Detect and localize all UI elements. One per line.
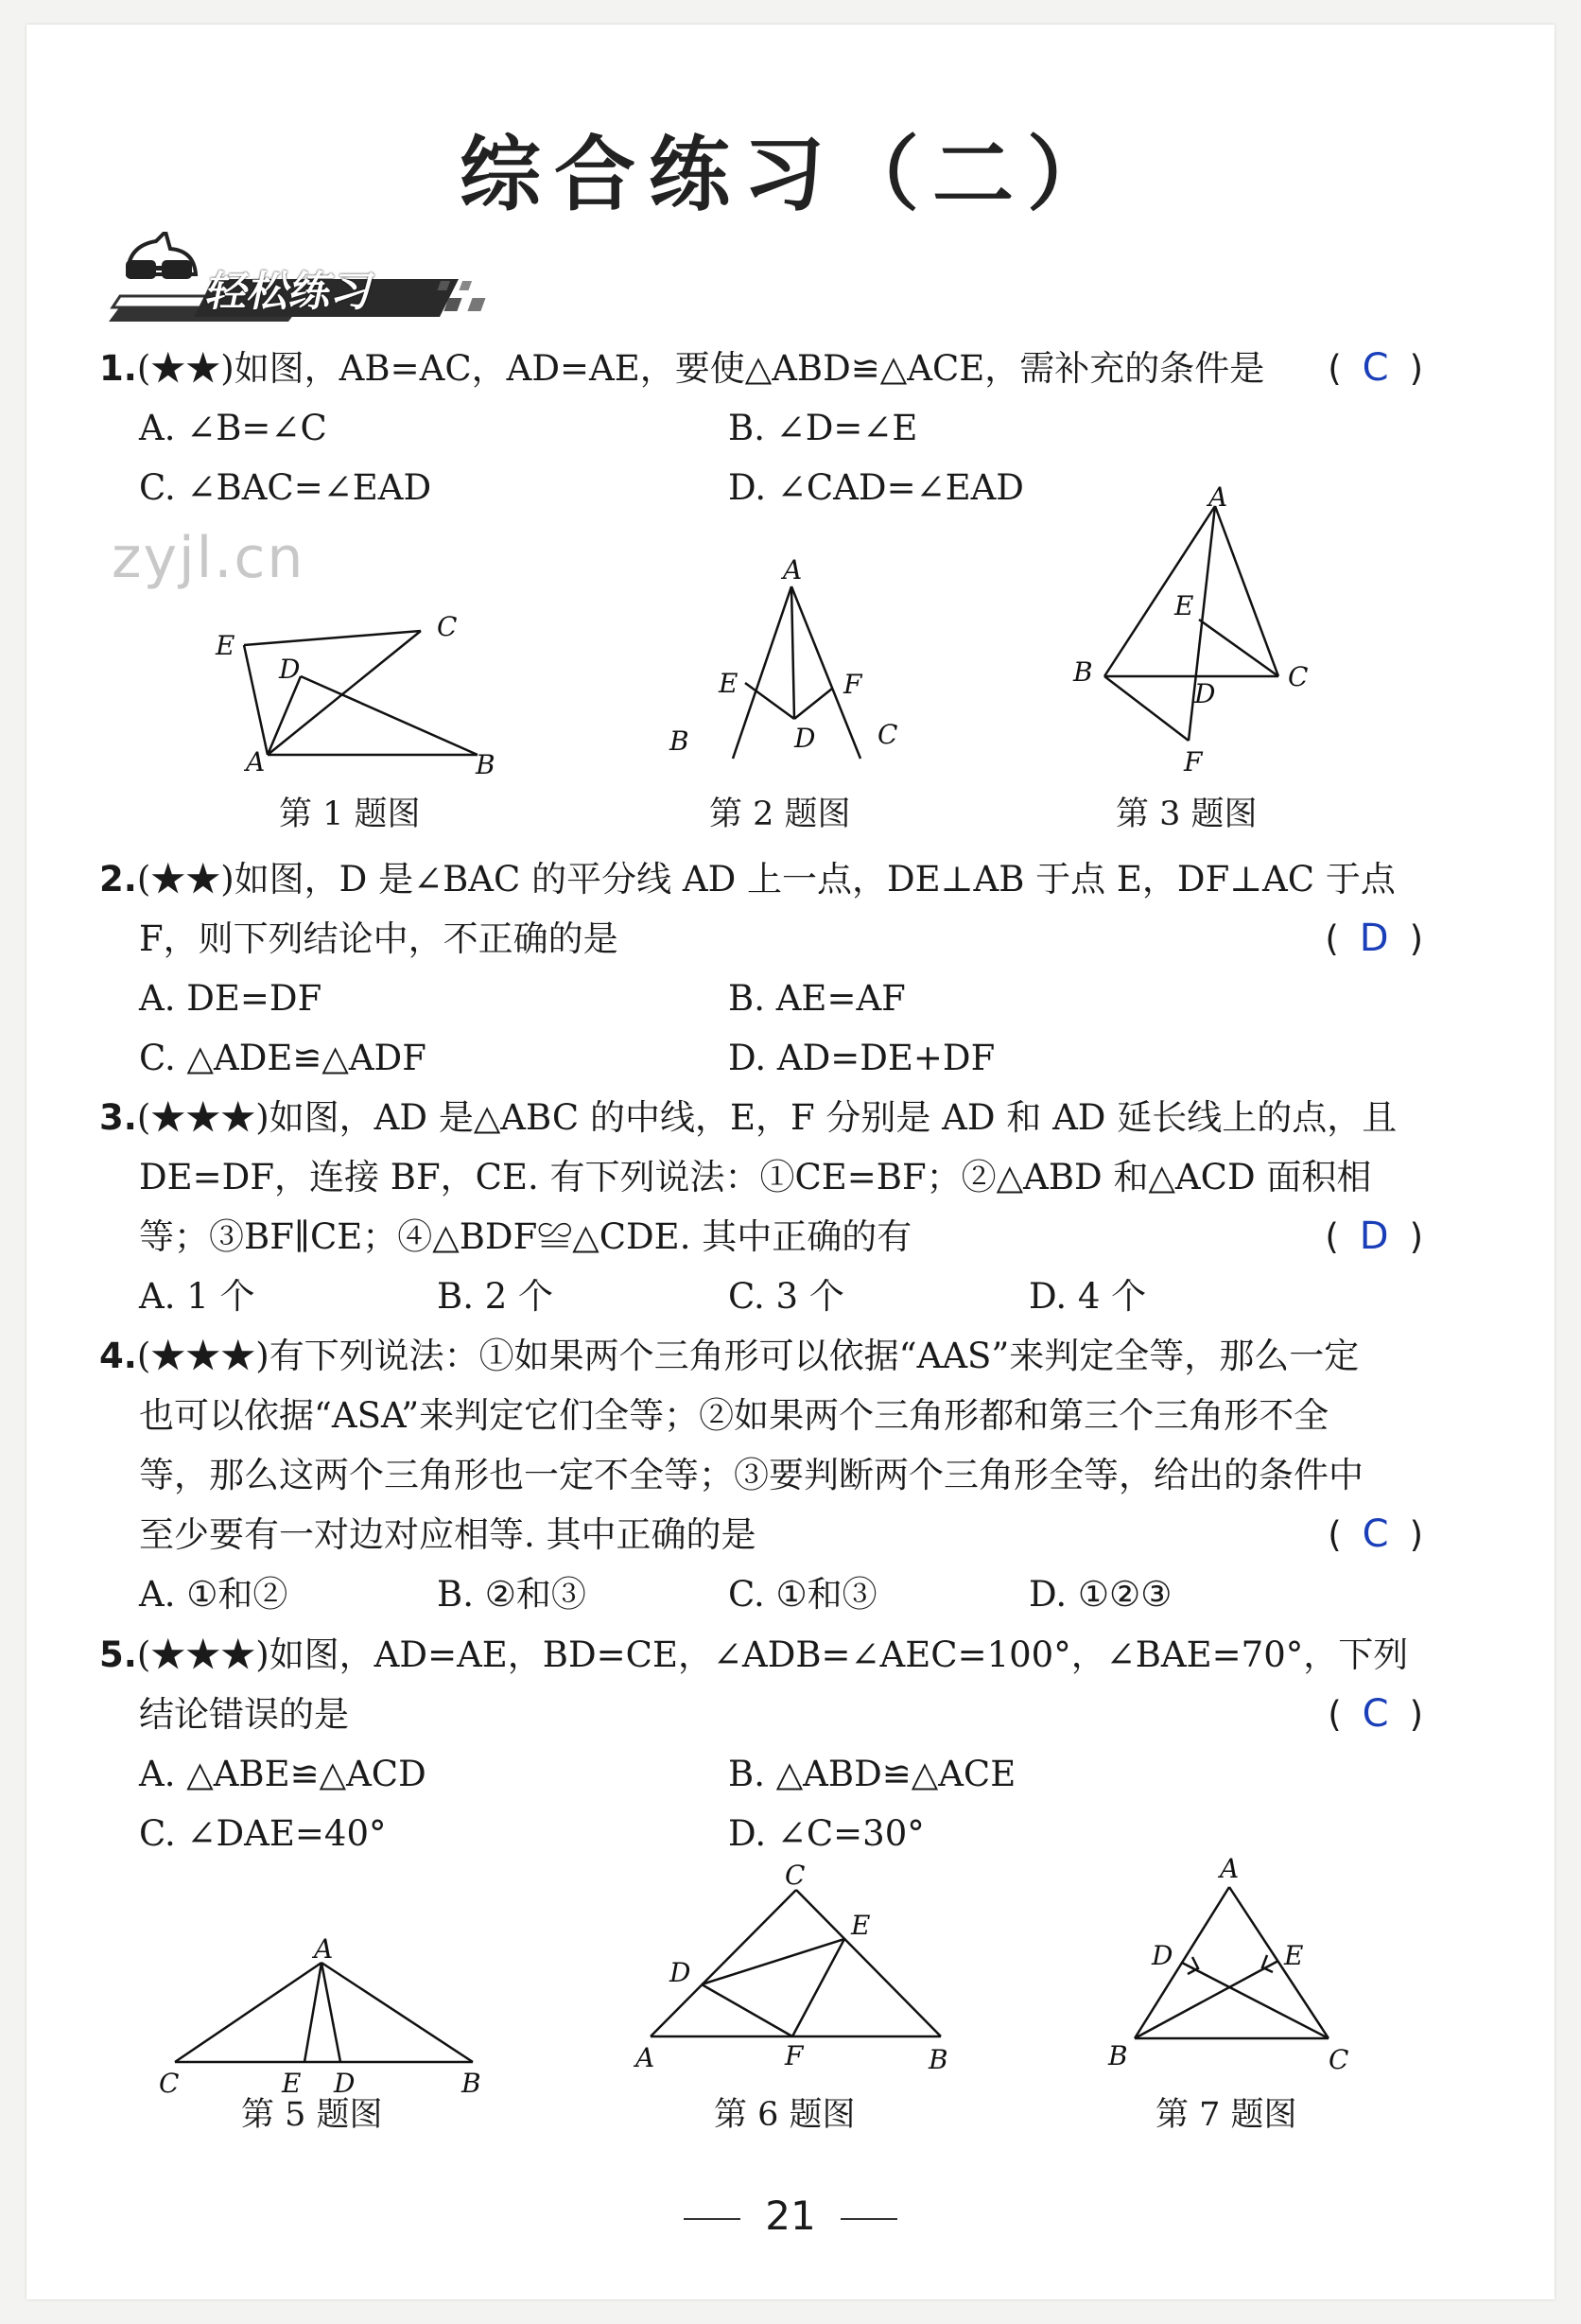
point-label: A <box>1220 1853 1240 1884</box>
question-text: 也可以依据“ASA”来判定它们全等；②如果两个三角形都和第三个三角形不全 <box>139 1395 1329 1436</box>
point-label: E <box>1174 590 1194 621</box>
point-label: F <box>843 669 862 700</box>
point-label: C <box>437 611 458 642</box>
question-3 <box>99 1088 1423 1326</box>
figure-6 <box>624 1859 964 2094</box>
figure-5 <box>151 1930 492 2099</box>
question-number: 3. <box>99 1097 137 1138</box>
option-c: C. ∠BAC=∠EAD <box>139 467 432 508</box>
point-label: E <box>719 668 738 699</box>
figure-1-caption: 第 1 题图 <box>279 795 421 833</box>
point-label: B <box>476 749 495 780</box>
question-text: 如图，AB=AC，AD=AE，要使△ABD≌△ACE，需补充的条件是 <box>234 348 1265 389</box>
point-label: B <box>1108 2040 1128 2071</box>
point-label: B <box>1073 656 1093 688</box>
question-text: 有下列说法：①如果两个三角形可以依据“AAS”来判定全等，那么一定 <box>269 1336 1360 1376</box>
option-a: A. DE=DF <box>139 978 322 1019</box>
option-d: D. 4 个 <box>1029 1276 1147 1317</box>
difficulty-stars: (★★★) <box>136 1634 269 1675</box>
point-label: E <box>851 1910 871 1941</box>
figure-2-caption: 第 2 题图 <box>709 795 851 833</box>
point-label: E <box>1284 1940 1304 1971</box>
option-d: D. ∠CAD=∠EAD <box>728 467 1024 508</box>
answer-letter: C <box>1362 1692 1389 1736</box>
point-label: A <box>635 2042 655 2073</box>
question-number: 2. <box>99 859 137 900</box>
point-label: D <box>334 2068 356 2099</box>
point-label: E <box>282 2068 302 2099</box>
figure-5-caption: 第 5 题图 <box>241 2096 383 2134</box>
page-title: 综合练习（二） <box>460 128 1121 222</box>
point-label: C <box>159 2068 180 2099</box>
option-b: B. 2 个 <box>437 1276 554 1317</box>
difficulty-stars: (★★★) <box>136 1336 269 1376</box>
answer-bracket: ( D ) <box>1325 1214 1423 1258</box>
point-label: B <box>669 725 689 757</box>
point-label: D <box>1152 1940 1173 1971</box>
option-a: A. 1 个 <box>139 1276 255 1317</box>
difficulty-stars: (★★) <box>136 348 235 389</box>
question-text: 至少要有一对边对应相等. 其中正确的是 <box>139 1514 756 1555</box>
question-text: 等，那么这两个三角形也一定不全等；③要判断两个三角形全等，给出的条件中 <box>139 1455 1364 1495</box>
question-number: 1. <box>99 348 137 389</box>
point-label: B <box>461 2068 481 2099</box>
option-c: C. 3 个 <box>728 1276 844 1317</box>
figure-7 <box>1097 1853 1381 2094</box>
point-label: C <box>877 719 898 750</box>
figure-3-caption: 第 3 题图 <box>1116 795 1258 833</box>
point-label: D <box>794 723 816 754</box>
question-text: 如图，AD 是△ABC 的中线，E，F 分别是 AD 和 AD 延长线上的点，且 <box>269 1097 1398 1138</box>
question-text: 如图，AD=AE，BD=CE，∠ADB=∠AEC=100°，∠BAE=70°，下列 <box>269 1634 1409 1675</box>
question-text: 等；③BF∥CE；④△BDF≌△CDE. 其中正确的有 <box>139 1216 912 1257</box>
option-c: C. ∠DAE=40° <box>139 1813 387 1854</box>
point-label: A <box>1208 481 1228 513</box>
option-b: B. ②和③ <box>437 1574 586 1615</box>
option-b: B. AE=AF <box>728 978 906 1019</box>
point-label: C <box>1288 661 1309 692</box>
question-4 <box>99 1326 1423 1624</box>
option-a: A. ∠B=∠C <box>139 408 327 448</box>
point-label: F <box>1184 746 1203 778</box>
answer-letter: C <box>1362 346 1389 390</box>
question-text: 如图，D 是∠BAC 的平分线 AD 上一点，DE⊥AB 于点 E，DF⊥AC 于点 <box>234 859 1396 900</box>
section-label: 轻松练习 <box>201 268 379 316</box>
option-d: D. ①②③ <box>1029 1574 1173 1615</box>
figure-3 <box>1068 481 1333 784</box>
point-label: E <box>216 630 235 661</box>
point-label: A <box>314 1933 334 1965</box>
question-5 <box>99 1625 1423 1863</box>
page-number-value: 21 <box>765 2193 816 2239</box>
option-a: A. ①和② <box>139 1574 288 1615</box>
option-d: D. ∠C=30° <box>728 1813 925 1854</box>
point-label: D <box>1194 678 1216 709</box>
point-label: D <box>279 654 301 685</box>
option-c: C. △ADE≌△ADF <box>139 1038 426 1078</box>
question-text: 结论错误的是 <box>139 1694 349 1735</box>
question-text: DE=DF，连接 BF，CE. 有下列说法：①CE=BF；②△ABD 和△ACD 面积相 <box>139 1157 1372 1197</box>
section-badge <box>99 232 525 341</box>
figure-2 <box>662 554 927 779</box>
figure-6-caption: 第 6 题图 <box>714 2096 856 2134</box>
figure-7-caption: 第 7 题图 <box>1155 2096 1297 2134</box>
answer-letter: D <box>1359 917 1389 960</box>
answer-bracket: ( C ) <box>1328 1512 1423 1556</box>
answer-bracket: ( C ) <box>1328 1692 1423 1736</box>
difficulty-stars: (★★★) <box>136 1097 269 1138</box>
option-d: D. AD=DE+DF <box>728 1038 996 1078</box>
option-a: A. △ABE≌△ACD <box>139 1754 426 1794</box>
figure-1 <box>189 605 530 789</box>
answer-letter: D <box>1359 1214 1389 1258</box>
point-label: C <box>785 1860 806 1891</box>
point-label: B <box>929 2044 948 2075</box>
point-label: F <box>785 2040 804 2071</box>
difficulty-stars: (★★) <box>136 859 235 900</box>
point-label: A <box>246 746 266 778</box>
answer-bracket: ( C ) <box>1328 346 1423 390</box>
question-number: 4. <box>99 1336 137 1376</box>
point-label: C <box>1329 2044 1349 2075</box>
option-c: C. ①和③ <box>728 1574 877 1615</box>
question-text: F，则下列结论中，不正确的是 <box>139 918 618 959</box>
answer-bracket: ( D ) <box>1325 917 1423 960</box>
point-label: A <box>783 554 803 585</box>
option-b: B. ∠D=∠E <box>728 408 918 448</box>
watermark: zyjl.cn <box>112 525 305 591</box>
page-number <box>0 2193 1581 2239</box>
answer-letter: C <box>1362 1512 1389 1556</box>
point-label: D <box>669 1957 691 1988</box>
question-number: 5. <box>99 1634 137 1675</box>
option-b: B. △ABD≌△ACE <box>728 1754 1016 1794</box>
question-2 <box>99 849 1423 1088</box>
